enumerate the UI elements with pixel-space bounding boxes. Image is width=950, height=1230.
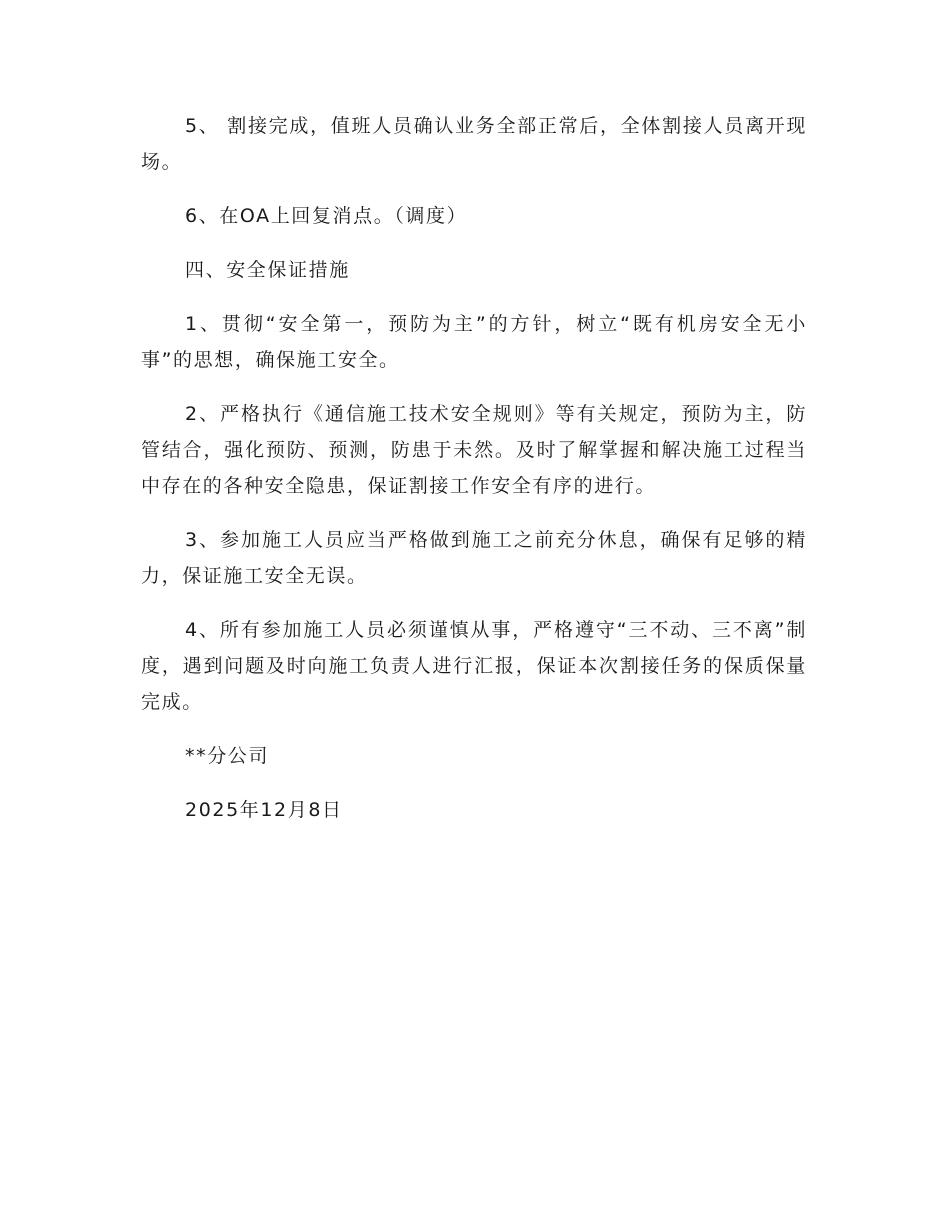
document-body	[141, 108, 807, 828]
paragraph-safety-4: 4、所有参加施工人员必须谨慎从事，严格遵守“三不动、三不离”制度，遇到问题及时向施工负责人进行汇报，保证本次割接任务的保质保量完成。	[141, 619, 807, 713]
section-heading-safety-measures: 四、安全保证措施	[185, 259, 350, 281]
paragraph-safety-1: 1、贯彻“安全第一，预防为主”的方针，树立“既有机房安全无小事”的思想，确保施工安全。	[141, 313, 807, 371]
paragraph-step-5: 5、 割接完成，值班人员确认业务全部正常后，全体割接人员离开现场。	[141, 115, 807, 173]
paragraph-safety-2: 2、严格执行《通信施工技术安全规则》等有关规定，预防为主，防管结合，强化预防、预测，防患于未然。及时了解掌握和解决施工过程当中存在的各种安全隐患，保证割接工作安全有序的进行。	[141, 403, 807, 497]
paragraph-step-6: 6、在OA上回复消点。（调度）	[185, 205, 468, 227]
signature-date: 2025年12月8日	[185, 799, 343, 821]
signature-company: **分公司	[185, 745, 270, 767]
paragraph-safety-3: 3、参加施工人员应当严格做到施工之前充分休息，确保有足够的精力，保证施工安全无误。	[141, 529, 807, 587]
